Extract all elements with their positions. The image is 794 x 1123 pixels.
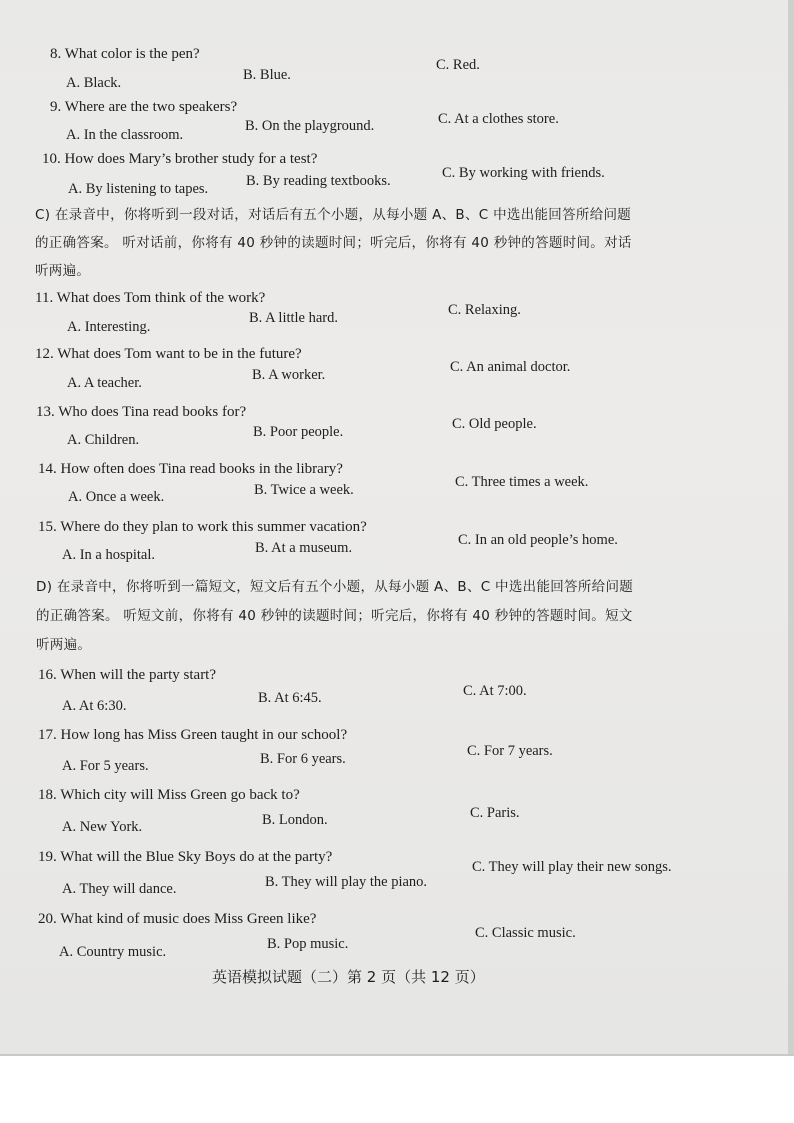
q18-option-a: A. New York.: [62, 819, 143, 835]
question-19: 19. What will the Blue Sky Boys do at the party?: [38, 849, 333, 865]
question-12: 12. What does Tom want to be in the future?: [35, 346, 302, 362]
q17-option-b: B. For 6 years.: [260, 751, 346, 767]
q11-option-a: A. Interesting.: [67, 319, 151, 335]
q13-option-b: B. Poor people.: [253, 424, 344, 440]
question-14: 14. How often does Tina read books in the library?: [38, 461, 343, 477]
q10-option-a: A. By listening to tapes.: [68, 181, 209, 197]
section-c-line-1: C) 在录音中，你将听到一段对话，对话后有五个小题，从每小题 A、B、C 中选出能回答所给问题: [35, 207, 632, 223]
q17-option-c: C. For 7 years.: [467, 743, 553, 759]
q12-option-b: B. A worker.: [252, 367, 326, 383]
page-footer: 英语模拟试题（二）第 2 页（共 12 页）: [212, 968, 485, 986]
q12-option-c: C. An animal doctor.: [450, 359, 571, 375]
question-17: 17. How long has Miss Green taught in our school?: [38, 727, 348, 743]
q16-option-c: C. At 7:00.: [463, 683, 527, 699]
q9-option-b: B. On the playground.: [245, 118, 375, 134]
question-20: 20. What kind of music does Miss Green like?: [38, 911, 317, 927]
q14-option-a: A. Once a week.: [68, 489, 165, 505]
q20-option-c: C. Classic music.: [475, 925, 576, 941]
section-d-line-1: D) 在录音中，你将听到一篇短文，短文后有五个小题，从每小题 A、B、C 中选出能回答所给问题: [36, 579, 634, 595]
q15-option-a: A. In a hospital.: [62, 547, 156, 563]
q10-option-b: B. By reading textbooks.: [246, 173, 391, 189]
q9-option-c: C. At a clothes store.: [438, 111, 559, 127]
question-13: 13. Who does Tina read books for?: [36, 404, 247, 420]
q19-option-c: C. They will play their new songs.: [472, 859, 672, 875]
section-c-line-3: 听两遍。: [35, 263, 91, 279]
question-8: 8. What color is the pen?: [50, 46, 200, 62]
q19-option-b: B. They will play the piano.: [265, 874, 428, 890]
q18-option-b: B. London.: [262, 812, 328, 828]
question-18: 18. Which city will Miss Green go back to?: [38, 787, 300, 803]
q8-option-c: C. Red.: [436, 57, 480, 73]
page-bottom-edge: [0, 1054, 794, 1056]
q20-option-a: A. Country music.: [59, 944, 167, 960]
section-d-line-3: 听两遍。: [36, 637, 92, 653]
section-c-line-2: 的正确答案。 听对话前，你将有 40 秒钟的读题时间；听完后，你将有 40 秒钟的答题时间。对话: [35, 235, 632, 251]
question-10: 10. How does Mary’s brother study for a test?: [42, 151, 318, 167]
section-d-line-2: 的正确答案。 听短文前，你将有 40 秒钟的读题时间；听完后，你将有 40 秒钟的答题时间。短文: [36, 608, 633, 624]
page-edge: [788, 0, 794, 1056]
question-11: 11. What does Tom think of the work?: [35, 290, 266, 306]
q13-option-c: C. Old people.: [452, 416, 537, 432]
q20-option-b: B. Pop music.: [267, 936, 349, 952]
q8-option-a: A. Black.: [66, 75, 122, 91]
q14-option-b: B. Twice a week.: [254, 482, 354, 498]
q8-option-b: B. Blue.: [243, 67, 291, 83]
q15-option-c: C. In an old people’s home.: [458, 532, 618, 548]
q16-option-a: A. At 6:30.: [62, 698, 127, 714]
question-15: 15. Where do they plan to work this summer vacation?: [38, 519, 367, 535]
question-9: 9. Where are the two speakers?: [50, 99, 238, 115]
q11-option-c: C. Relaxing.: [448, 302, 521, 318]
q18-option-c: C. Paris.: [470, 805, 520, 821]
q14-option-c: C. Three times a week.: [455, 474, 589, 490]
question-16: 16. When will the party start?: [38, 667, 217, 683]
q10-option-c: C. By working with friends.: [442, 165, 605, 181]
q12-option-a: A. A teacher.: [67, 375, 142, 391]
q9-option-a: A. In the classroom.: [66, 127, 184, 143]
q17-option-a: A. For 5 years.: [62, 758, 149, 774]
q19-option-a: A. They will dance.: [62, 881, 177, 897]
q11-option-b: B. A little hard.: [249, 310, 339, 326]
q15-option-b: B. At a museum.: [255, 540, 353, 556]
q13-option-a: A. Children.: [67, 432, 140, 448]
q16-option-b: B. At 6:45.: [258, 690, 322, 706]
